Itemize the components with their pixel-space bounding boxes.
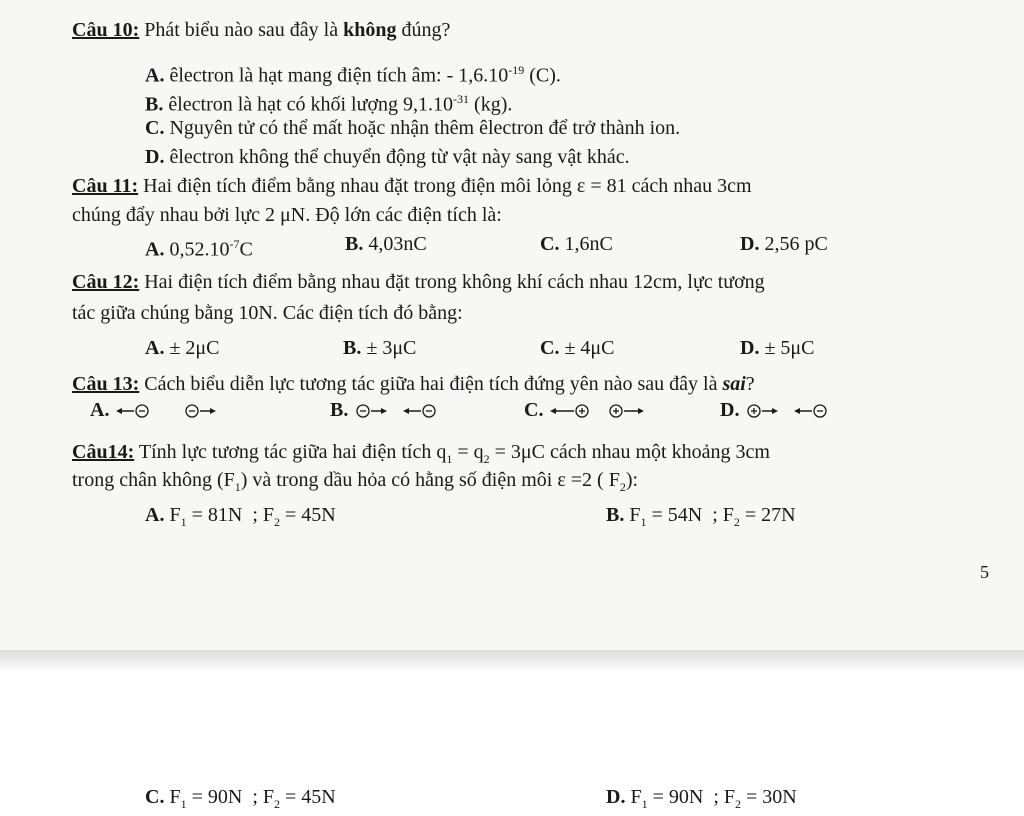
page-number: 5 [980,562,989,582]
option-letter: D. [720,399,740,421]
exponent: -7 [229,237,240,251]
option-letter: A. [145,504,165,526]
q10-option-b [145,87,512,117]
q11-option-c [540,232,613,256]
force-value-1: 90N [207,786,243,808]
q13-option-d [720,398,874,423]
question-text: = 3μC cách nhau một khoảng 3cm [489,441,770,463]
option-text: ± 4μC [559,337,615,359]
option-text: êlectron không thể chuyển động từ vật này sang vật khác. [164,146,630,168]
question-label: Câu 11: [72,175,139,197]
q12-option-b [343,336,416,360]
question-text: = q [452,441,484,463]
option-text: 1,6nC [559,233,613,255]
q13-option-a [90,398,244,423]
q10-option-c [145,116,680,140]
option-letter: D. [606,786,626,808]
q12-option-c [540,336,615,360]
subscript: 2 [483,452,490,466]
q12-option-d [740,336,815,360]
question-11 [72,174,752,198]
option-letter: C. [524,399,544,421]
option-text: ± 2μC [164,337,220,359]
option-letter: D. [740,233,760,255]
question-text-end: đúng? [396,19,451,41]
option-text: êlectron là hạt mang điện tích âm: - 1,6.10 [164,64,509,87]
force-diagram-b [353,399,483,423]
force-diagram-a [114,399,244,423]
question-text: Cách biểu diễn lực tương tác giữa hai điện tích đứng yên nào sau đây là [139,373,723,395]
q13-option-c [524,398,678,423]
question-12 [72,270,765,294]
q11-option-b [345,232,427,256]
option-letter: A. [90,399,110,421]
question-text: Hai điện tích điểm bằng nhau đặt trong không khí cách nhau 12cm, lực tương [139,271,765,293]
q14-option-d: D. $F_1 = 90N$ ; $F_2 = 30N$ [606,786,797,811]
question-text: Hai điện tích điểm bằng nhau đặt trong điện môi lỏng ε = 81 cách nhau 3cm [138,175,752,197]
option-letter: D. [145,146,165,168]
page-gap [0,650,1024,672]
question-text-end: ? [745,373,755,395]
question-label: Câu 13: [72,373,140,395]
q11-option-a [145,232,253,262]
force-value-1: 54N [667,504,703,526]
question-14-line2 [72,468,638,499]
q12-option-a [145,336,220,360]
option-unit: C [239,238,253,261]
question-label: Câu 12: [72,271,140,293]
force-value-2: 30N [762,786,797,808]
force-value-2: 45N [301,786,336,808]
question-text: Tính lực tương tác giữa hai điện tích q [134,441,447,463]
q11-option-d [740,232,828,256]
force-value-2: 27N [761,504,796,526]
option-tail: (kg). [469,93,513,116]
exponent: -19 [508,63,525,77]
option-letter: B. [345,233,364,255]
option-letter: A. [145,64,165,87]
force-value-1: 81N [207,504,243,526]
question-text: ): [625,469,639,491]
question-14 [72,440,770,471]
q13-option-b [330,398,483,423]
option-letter: B. [606,504,625,526]
force-diagram-d [744,399,874,423]
force-value-1: 90N [668,786,704,808]
option-letter: A. [145,337,165,359]
question-10 [72,18,450,42]
option-text: ± 3μC [361,337,417,359]
option-text: ± 5μC [759,337,815,359]
question-text: trong chân không (F [72,469,235,491]
option-text: 0,52.10 [164,238,230,261]
question-label: Câu 10: [72,19,140,41]
q10-option-d [145,145,630,169]
option-text: 4,03nC [363,233,427,255]
option-letter: C. [145,117,165,139]
question-12-line2: tác giữa chúng bằng 10N. Các điện tích đó bằng: [72,302,463,324]
q10-option-a [145,58,561,88]
option-tail: (C). [524,64,561,87]
question-label: Câu14: [72,441,135,463]
option-letter: C. [540,233,560,255]
exponent: -31 [453,92,470,106]
subscript: 2 [619,480,626,494]
option-letter: C. [145,786,165,808]
option-text: Nguyên tử có thể mất hoặc nhận thêm êlectron để trở thành ion. [164,117,681,139]
option-letter: D. [740,337,760,359]
force-diagram-c [548,399,678,423]
q14-option-b: B. $F_1 = 54N$ ; $F_2 = 27N$ [606,504,796,529]
question-emphasis: không [343,19,397,41]
question-text: ) và trong dầu hỏa có hằng số điện môi ε =2 ( F [240,469,620,491]
option-letter: B. [330,399,349,421]
question-text: Phát biểu nào sau đây là [139,19,344,41]
question-13 [72,372,755,396]
question-emphasis: sai [722,373,746,395]
option-text: êlectron là hạt có khối lượng 9,1.10 [163,93,454,116]
q14-option-c: C. $F_1 = 90N$ ; $F_2 = 45N$ [145,786,336,811]
option-letter: B. [343,337,362,359]
option-letter: A. [145,238,165,261]
option-text: 2,56 pC [759,233,828,255]
q14-option-a: A. $F_1 = 81N$ ; $F_2 = 45N$ [145,504,336,529]
question-11-line2: chúng đẩy nhau bởi lực 2 μN. Độ lớn các điện tích là: [72,204,502,226]
subscript: 1 [446,452,453,466]
option-letter: B. [145,93,164,116]
force-value-2: 45N [301,504,336,526]
option-letter: C. [540,337,560,359]
worksheet-page-continued [0,672,1024,815]
subscript: 1 [234,480,241,494]
